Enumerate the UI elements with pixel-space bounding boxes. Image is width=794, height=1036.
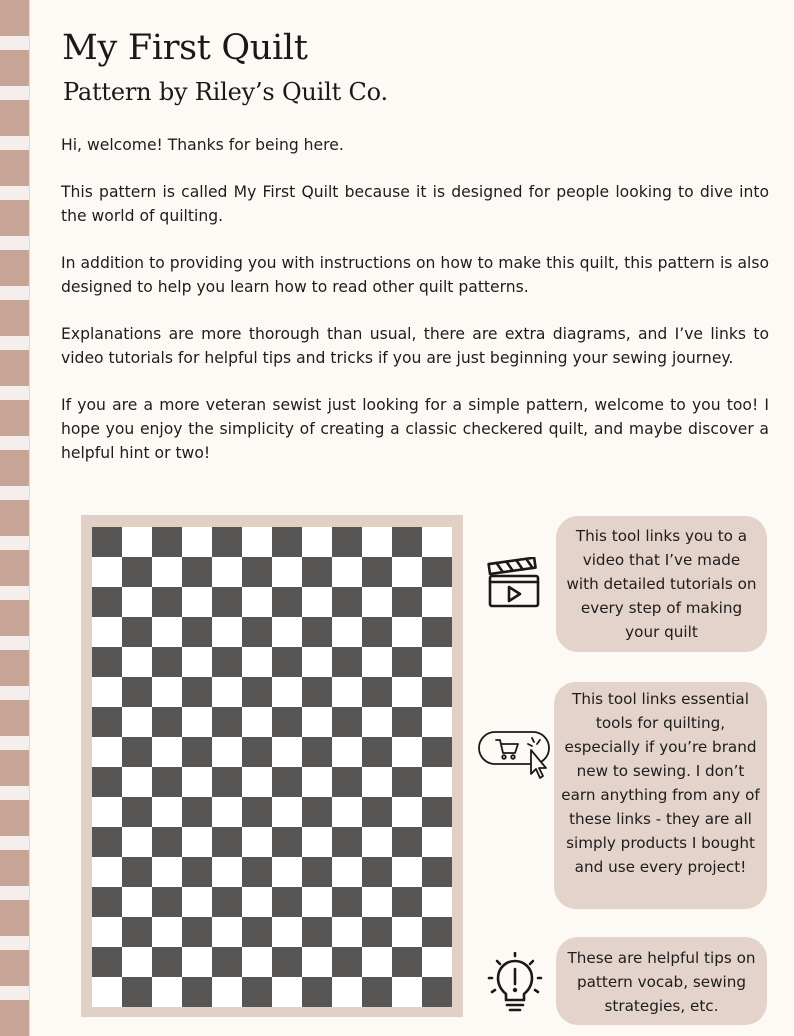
quilt-square bbox=[212, 677, 242, 707]
quilt-square bbox=[212, 737, 242, 767]
quilt-square bbox=[122, 857, 152, 887]
quilt-square bbox=[212, 947, 242, 977]
quilt-square bbox=[302, 947, 332, 977]
quilt-square bbox=[212, 767, 242, 797]
quilt-square bbox=[422, 587, 452, 617]
quilt-square bbox=[422, 797, 452, 827]
quilt-square bbox=[302, 767, 332, 797]
quilt-square bbox=[332, 797, 362, 827]
helpful-tips-note: These are helpful tips on pattern vocab, sewing strategies, etc. bbox=[556, 937, 767, 1025]
quilt-square bbox=[332, 557, 362, 587]
quilt-square bbox=[272, 737, 302, 767]
quilt-square bbox=[152, 557, 182, 587]
quilt-square bbox=[392, 827, 422, 857]
quilt-square bbox=[272, 857, 302, 887]
quilt-square bbox=[92, 737, 122, 767]
quilt-square bbox=[242, 797, 272, 827]
quilt-square bbox=[422, 617, 452, 647]
quilt-square bbox=[122, 767, 152, 797]
quilt-square bbox=[182, 707, 212, 737]
quilt-square bbox=[152, 917, 182, 947]
quilt-square bbox=[212, 647, 242, 677]
quilt-square bbox=[392, 887, 422, 917]
quilt-square bbox=[242, 557, 272, 587]
quilt-square bbox=[392, 587, 422, 617]
quilt-square bbox=[152, 617, 182, 647]
quilt-square bbox=[332, 827, 362, 857]
quilt-square bbox=[362, 887, 392, 917]
quilt-square bbox=[392, 557, 422, 587]
quilt-square bbox=[242, 617, 272, 647]
shopping-tools-note: This tool links essential tools for quilting, especially if you’re brand new to sewing. I don’t earn anything from any of these links - they are all simply products I bought and use every project! bbox=[554, 682, 767, 909]
quilt-square bbox=[212, 797, 242, 827]
quilt-square bbox=[212, 527, 242, 557]
quilt-square bbox=[92, 857, 122, 887]
quilt-square bbox=[332, 977, 362, 1007]
quilt-square bbox=[152, 707, 182, 737]
quilt-square bbox=[122, 527, 152, 557]
quilt-square bbox=[152, 797, 182, 827]
quilt-square bbox=[92, 647, 122, 677]
quilt-square bbox=[362, 587, 392, 617]
quilt-square bbox=[152, 857, 182, 887]
quilt-square bbox=[362, 767, 392, 797]
quilt-square bbox=[392, 977, 422, 1007]
quilt-square bbox=[212, 977, 242, 1007]
quilt-square bbox=[152, 677, 182, 707]
quilt-square bbox=[422, 677, 452, 707]
quilt-square bbox=[422, 737, 452, 767]
intro-paragraph: Hi, welcome! Thanks for being here. bbox=[61, 136, 344, 154]
quilt-square bbox=[362, 797, 392, 827]
quilt-square bbox=[92, 557, 122, 587]
quilt-square bbox=[182, 827, 212, 857]
quilt-square bbox=[272, 677, 302, 707]
quilt-square bbox=[92, 977, 122, 1007]
quilt-square bbox=[212, 857, 242, 887]
video-clapperboard-icon[interactable] bbox=[486, 557, 542, 613]
quilt-square bbox=[182, 647, 212, 677]
quilt-square bbox=[242, 767, 272, 797]
quilt-square bbox=[122, 977, 152, 1007]
quilt-square bbox=[362, 677, 392, 707]
quilt-square bbox=[362, 557, 392, 587]
quilt-square bbox=[92, 767, 122, 797]
quilt-square bbox=[182, 677, 212, 707]
quilt-square bbox=[242, 587, 272, 617]
decorative-edge-stripes bbox=[0, 0, 30, 1036]
quilt-square bbox=[362, 917, 392, 947]
quilt-square bbox=[152, 737, 182, 767]
quilt-square bbox=[212, 557, 242, 587]
quilt-square bbox=[332, 527, 362, 557]
quilt-square bbox=[242, 947, 272, 977]
quilt-square bbox=[302, 887, 332, 917]
intro-paragraph: Explanations are more thorough than usual, there are extra diagrams, and I’ve links to video tutorials for helpful tips and tricks if you are just beginning your sewing journey. bbox=[61, 325, 769, 367]
quilt-square bbox=[92, 617, 122, 647]
quilt-square bbox=[422, 947, 452, 977]
quilt-square bbox=[332, 947, 362, 977]
quilt-square bbox=[242, 647, 272, 677]
quilt-square bbox=[392, 857, 422, 887]
quilt-square bbox=[152, 947, 182, 977]
quilt-square bbox=[122, 647, 152, 677]
quilt-square bbox=[302, 827, 332, 857]
page-title: My First Quilt bbox=[62, 28, 308, 68]
quilt-square bbox=[422, 917, 452, 947]
quilt-square bbox=[92, 887, 122, 917]
quilt-square bbox=[212, 887, 242, 917]
quilt-square bbox=[392, 767, 422, 797]
quilt-square bbox=[392, 527, 422, 557]
quilt-square bbox=[362, 737, 392, 767]
quilt-square bbox=[182, 737, 212, 767]
quilt-square bbox=[122, 947, 152, 977]
quilt-square bbox=[152, 587, 182, 617]
quilt-square bbox=[362, 827, 392, 857]
shopping-cart-click-icon[interactable] bbox=[476, 726, 552, 784]
quilt-square bbox=[242, 887, 272, 917]
quilt-square bbox=[212, 827, 242, 857]
quilt-square bbox=[332, 707, 362, 737]
quilt-square bbox=[272, 617, 302, 647]
quilt-diagram bbox=[81, 515, 463, 1017]
quilt-square bbox=[272, 887, 302, 917]
intro-paragraph: In addition to providing you with instructions on how to make this quilt, this pattern is also designed to help you learn how to read other quilt patterns. bbox=[61, 254, 769, 296]
quilt-square bbox=[272, 977, 302, 1007]
quilt-square bbox=[332, 737, 362, 767]
quilt-square bbox=[152, 527, 182, 557]
quilt-square bbox=[152, 827, 182, 857]
quilt-square bbox=[182, 887, 212, 917]
quilt-square bbox=[302, 977, 332, 1007]
quilt-square bbox=[92, 527, 122, 557]
quilt-square bbox=[122, 707, 152, 737]
quilt-square bbox=[392, 617, 422, 647]
quilt-square bbox=[182, 857, 212, 887]
quilt-square bbox=[212, 617, 242, 647]
quilt-square bbox=[332, 767, 362, 797]
quilt-square bbox=[182, 977, 212, 1007]
quilt-square bbox=[122, 587, 152, 617]
quilt-square bbox=[272, 917, 302, 947]
quilt-square bbox=[392, 647, 422, 677]
quilt-square bbox=[392, 947, 422, 977]
quilt-square bbox=[302, 647, 332, 677]
quilt-square bbox=[362, 857, 392, 887]
quilt-square bbox=[362, 647, 392, 677]
quilt-square bbox=[392, 677, 422, 707]
quilt-square bbox=[392, 707, 422, 737]
quilt-square bbox=[92, 947, 122, 977]
quilt-square bbox=[272, 827, 302, 857]
quilt-square bbox=[362, 527, 392, 557]
quilt-square bbox=[422, 767, 452, 797]
quilt-square bbox=[332, 617, 362, 647]
quilt-square bbox=[302, 707, 332, 737]
quilt-square bbox=[122, 737, 152, 767]
quilt-square bbox=[272, 707, 302, 737]
quilt-square bbox=[272, 647, 302, 677]
lightbulb-tip-icon[interactable] bbox=[487, 952, 543, 1018]
quilt-square bbox=[122, 617, 152, 647]
quilt-square bbox=[92, 827, 122, 857]
quilt-square bbox=[152, 647, 182, 677]
quilt-square bbox=[302, 857, 332, 887]
quilt-square bbox=[242, 677, 272, 707]
quilt-square bbox=[182, 617, 212, 647]
quilt-square bbox=[422, 977, 452, 1007]
quilt-square bbox=[392, 917, 422, 947]
intro-paragraph: If you are a more veteran sewist just looking for a simple pattern, welcome to you too! I hope you enjoy the simplicity of creating a classic checkered quilt, and maybe discover a helpful hint or two! bbox=[61, 396, 769, 462]
quilt-square bbox=[182, 797, 212, 827]
quilt-square bbox=[362, 617, 392, 647]
quilt-square bbox=[152, 767, 182, 797]
quilt-square bbox=[422, 557, 452, 587]
quilt-square bbox=[422, 527, 452, 557]
quilt-square bbox=[272, 767, 302, 797]
quilt-square bbox=[302, 917, 332, 947]
quilt-square bbox=[242, 857, 272, 887]
quilt-square bbox=[242, 527, 272, 557]
quilt-square bbox=[212, 587, 242, 617]
quilt-square bbox=[332, 857, 362, 887]
quilt-square bbox=[152, 977, 182, 1007]
quilt-square bbox=[242, 827, 272, 857]
quilt-square bbox=[212, 707, 242, 737]
quilt-square bbox=[302, 587, 332, 617]
quilt-square bbox=[422, 647, 452, 677]
quilt-square bbox=[332, 677, 362, 707]
intro-paragraph: This pattern is called My First Quilt because it is designed for people looking to dive into the world of quilting. bbox=[61, 183, 769, 225]
quilt-square bbox=[332, 887, 362, 917]
quilt-square bbox=[92, 587, 122, 617]
quilt-square bbox=[242, 737, 272, 767]
quilt-square bbox=[122, 917, 152, 947]
quilt-square bbox=[182, 557, 212, 587]
quilt-square bbox=[272, 587, 302, 617]
quilt-square bbox=[272, 947, 302, 977]
video-tutorial-note: This tool links you to a video that I’ve made with detailed tutorials on every step of making your quilt bbox=[556, 516, 767, 652]
quilt-square bbox=[302, 737, 332, 767]
quilt-square bbox=[362, 707, 392, 737]
quilt-square bbox=[302, 677, 332, 707]
quilt-square bbox=[122, 557, 152, 587]
quilt-square bbox=[92, 707, 122, 737]
quilt-square bbox=[362, 947, 392, 977]
quilt-square bbox=[272, 527, 302, 557]
quilt-square bbox=[392, 797, 422, 827]
quilt-square bbox=[272, 557, 302, 587]
quilt-square bbox=[92, 917, 122, 947]
quilt-square bbox=[182, 587, 212, 617]
checkerboard-grid bbox=[92, 527, 452, 1007]
quilt-square bbox=[362, 977, 392, 1007]
quilt-square bbox=[422, 887, 452, 917]
quilt-square bbox=[182, 527, 212, 557]
quilt-square bbox=[212, 917, 242, 947]
quilt-square bbox=[422, 707, 452, 737]
quilt-square bbox=[272, 797, 302, 827]
quilt-square bbox=[122, 827, 152, 857]
quilt-square bbox=[122, 797, 152, 827]
quilt-square bbox=[332, 587, 362, 617]
quilt-square bbox=[92, 677, 122, 707]
quilt-square bbox=[302, 797, 332, 827]
quilt-square bbox=[92, 797, 122, 827]
quilt-square bbox=[392, 737, 422, 767]
quilt-square bbox=[182, 767, 212, 797]
quilt-square bbox=[182, 947, 212, 977]
quilt-square bbox=[242, 917, 272, 947]
quilt-square bbox=[122, 677, 152, 707]
quilt-square bbox=[242, 707, 272, 737]
quilt-square bbox=[242, 977, 272, 1007]
quilt-square bbox=[422, 857, 452, 887]
quilt-square bbox=[302, 527, 332, 557]
quilt-square bbox=[182, 917, 212, 947]
intro-text bbox=[61, 133, 769, 488]
quilt-square bbox=[122, 887, 152, 917]
quilt-square bbox=[152, 887, 182, 917]
page-subtitle: Pattern by Riley’s Quilt Co. bbox=[63, 78, 388, 106]
quilt-square bbox=[332, 647, 362, 677]
quilt-square bbox=[332, 917, 362, 947]
quilt-square bbox=[302, 617, 332, 647]
quilt-square bbox=[302, 557, 332, 587]
quilt-square bbox=[422, 827, 452, 857]
